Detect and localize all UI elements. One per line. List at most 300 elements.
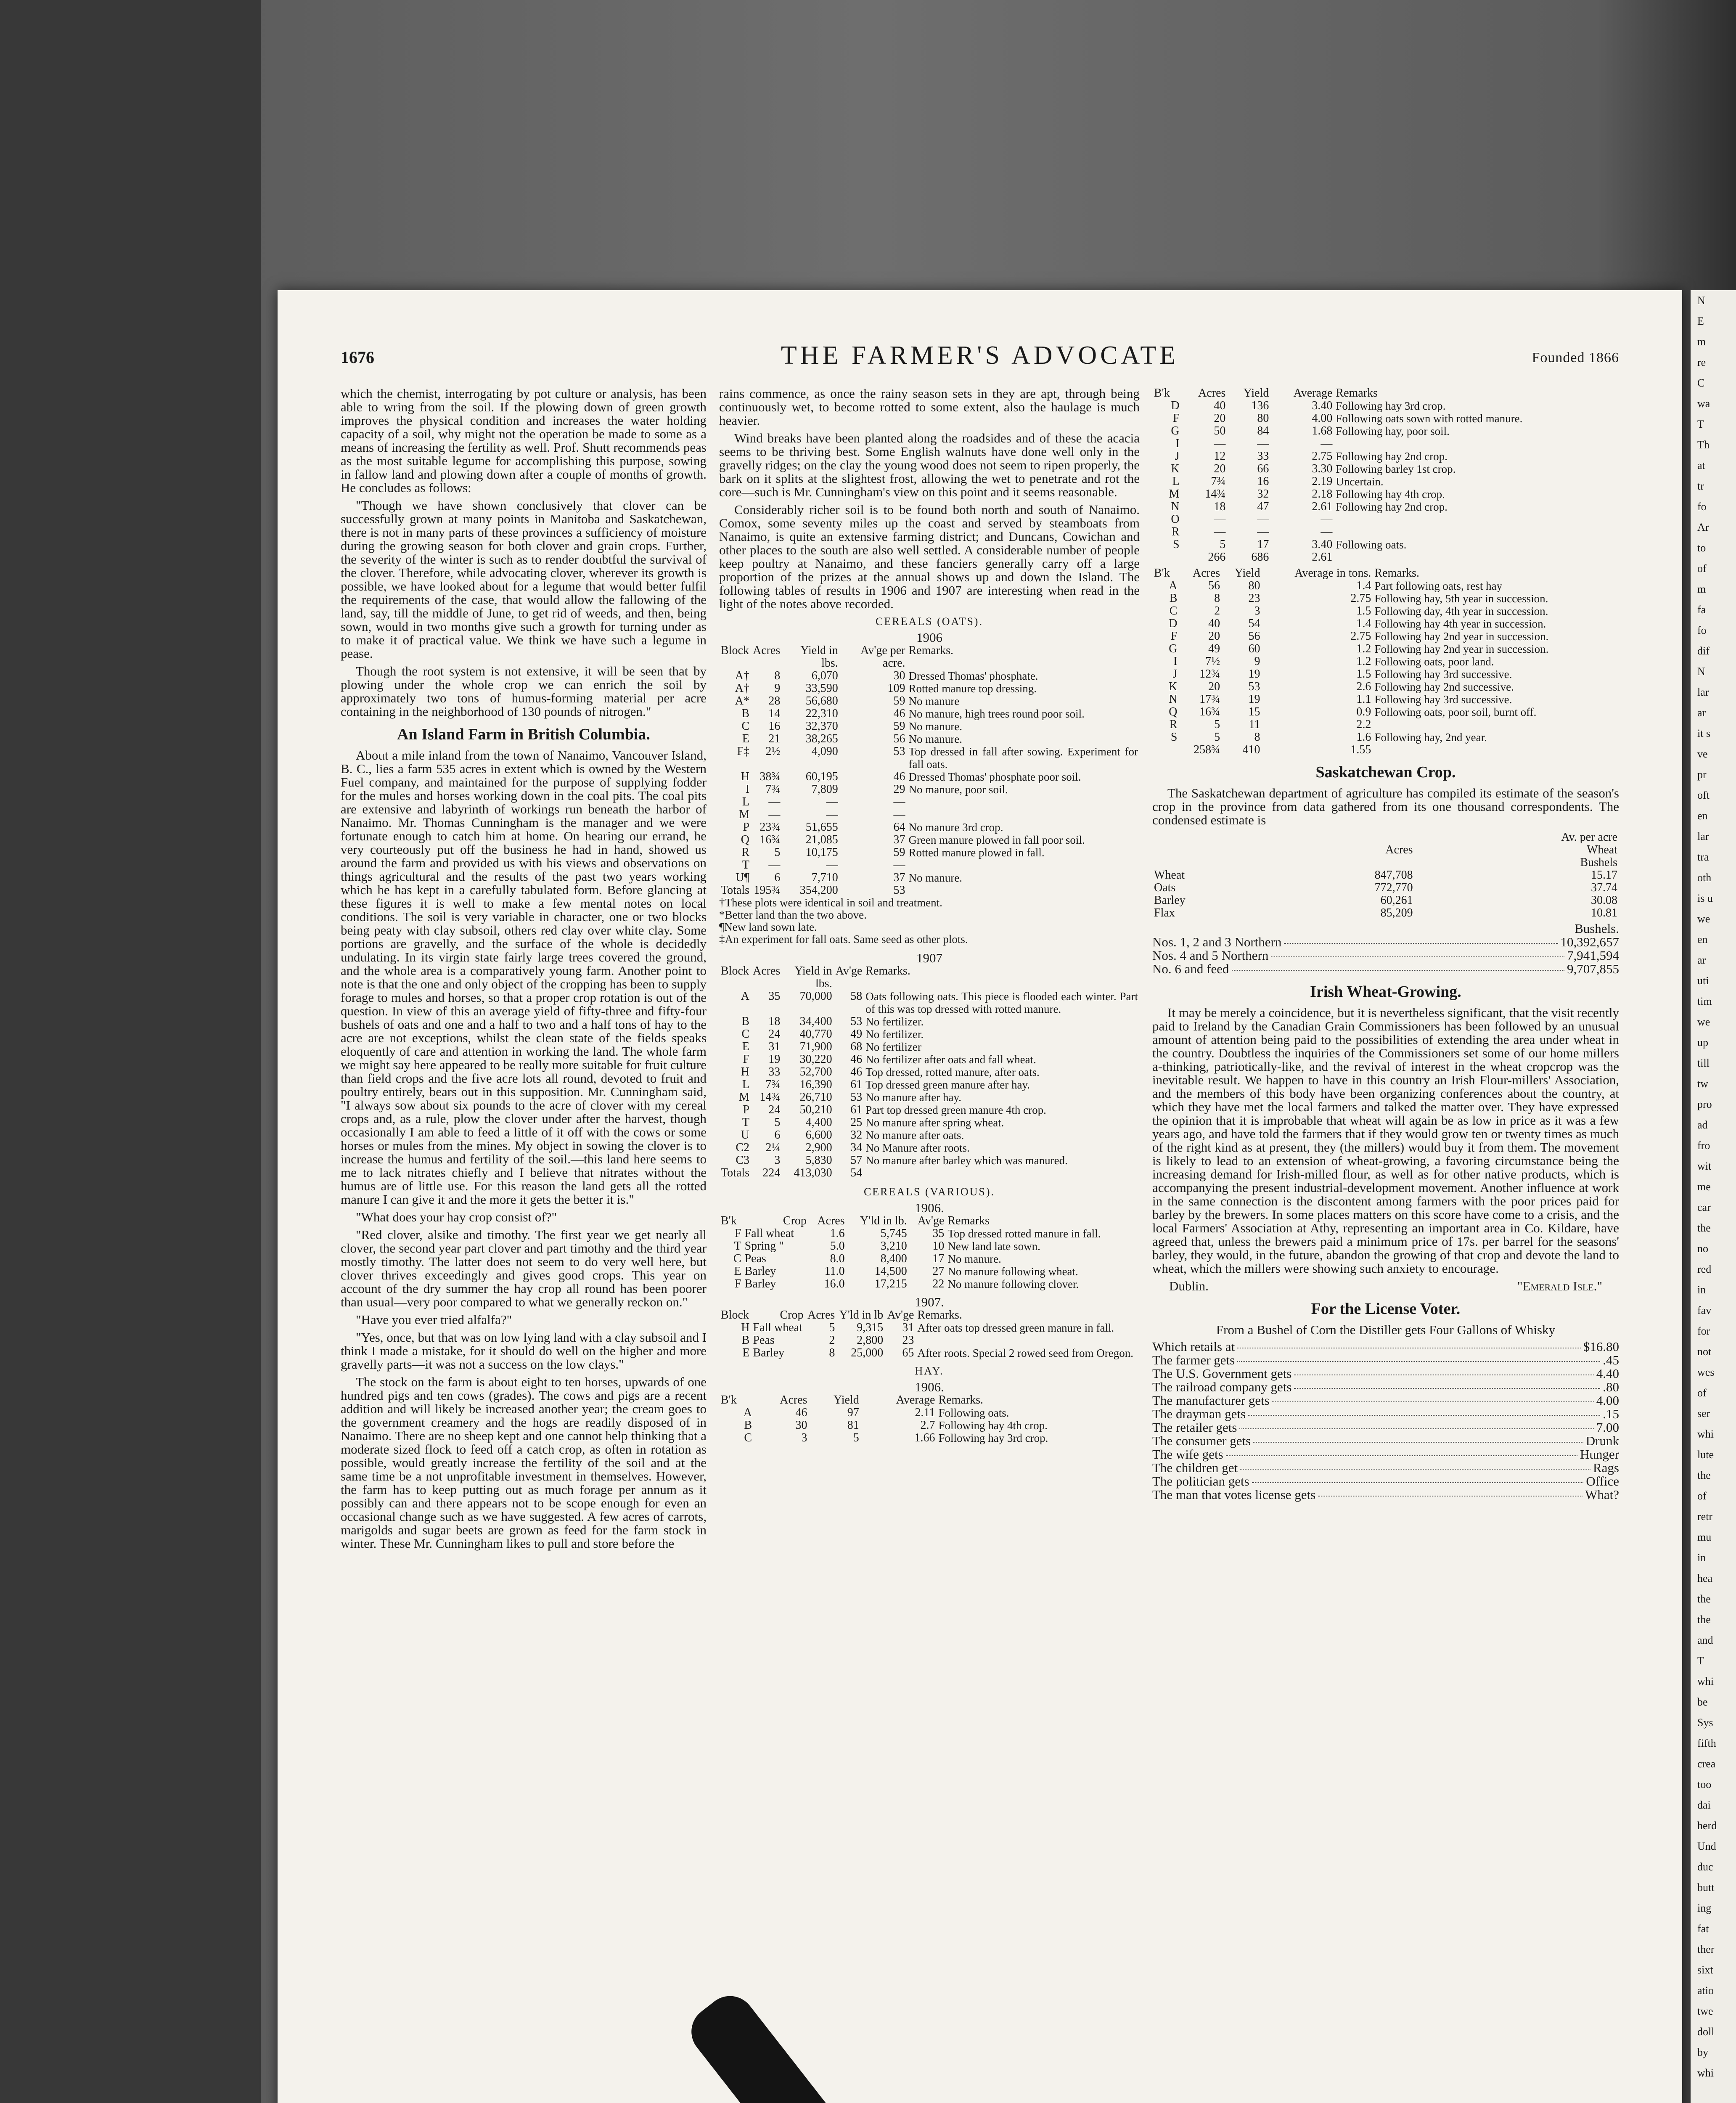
- table-row: [719, 1066, 1140, 1078]
- paragraph: rains commence, as once the rainy season sets in they are apt, through being continuously wet, to become rotted to some extent, also the haulage is much heavier.: [719, 386, 1140, 428]
- table-cell: Oats: [1154, 881, 1176, 894]
- table-row: [719, 1154, 1140, 1167]
- adjacent-page-fragment: whi: [1697, 2067, 1714, 2079]
- adjacent-page-fragment: it s: [1697, 727, 1711, 739]
- table-cell: [907, 884, 1140, 897]
- table-cell: —: [1257, 525, 1269, 538]
- table-cell: 1.2: [1356, 655, 1371, 668]
- table-row: [719, 771, 1140, 783]
- column-1: [341, 387, 707, 1555]
- list-item: [1152, 1421, 1619, 1434]
- table-cell: 266: [1208, 551, 1226, 564]
- table-cell: 84: [1257, 424, 1269, 437]
- table-row: [719, 1028, 1140, 1041]
- table-cell: 58: [850, 990, 863, 1003]
- table-cell: —: [768, 858, 781, 871]
- column-head: B'k: [721, 1214, 737, 1227]
- table-cell: 85,209: [1380, 906, 1413, 919]
- table-cell: —: [1214, 513, 1226, 526]
- table-cell: 1.66: [914, 1431, 935, 1444]
- table-cell: 2.6: [1356, 680, 1371, 693]
- table-cell: 5.0: [830, 1240, 845, 1253]
- table-cell: 80: [1248, 579, 1260, 592]
- table-year: 1907: [916, 951, 942, 965]
- table-cell: 1.68: [1312, 424, 1333, 437]
- table-cell: 40: [1208, 617, 1220, 630]
- table-row: [719, 1116, 1140, 1129]
- column-head: Acres: [1192, 567, 1220, 580]
- table-cell: 2.7: [920, 1419, 935, 1432]
- adjacent-page-fragment: we: [1697, 913, 1710, 925]
- table-cell: A†: [735, 682, 750, 695]
- adjacent-page-fragment: me: [1697, 1181, 1711, 1193]
- table-cell: S: [1172, 538, 1180, 551]
- table-cell: 7½: [1205, 655, 1220, 668]
- table-cell: M: [739, 808, 750, 821]
- adjacent-page-fragment: mu: [1697, 1531, 1712, 1543]
- table-cell: 27: [932, 1265, 945, 1278]
- table-row: [1152, 894, 1619, 907]
- table-cell: 12¾: [1199, 667, 1220, 681]
- table-cell: 56: [1248, 630, 1260, 643]
- table-cell: 3,210: [880, 1240, 907, 1253]
- table-cell: 10.81: [1591, 906, 1617, 919]
- dot-leader: [1226, 1455, 1577, 1456]
- table-cell: 5: [1214, 731, 1220, 744]
- adjacent-page-fragment: N: [1697, 294, 1705, 307]
- table-cell: Barley: [753, 1346, 785, 1359]
- hay-1907-table: [1152, 567, 1619, 756]
- table-cell: 4,400: [805, 1116, 832, 1129]
- table-cell: 7¾: [1211, 475, 1226, 488]
- table-cell: 54: [1248, 617, 1260, 630]
- table-cell: —: [1321, 525, 1333, 538]
- hay-1906-table: [719, 1394, 1140, 1444]
- table-cell: Following hay 2nd year in succession.: [1374, 630, 1549, 643]
- table-cell: 1.2: [1356, 642, 1371, 655]
- adjacent-page-fragment: Und: [1697, 1840, 1716, 1852]
- item-label: No. 6 and feed: [1152, 961, 1229, 976]
- table-row: [1152, 437, 1619, 450]
- table-cell: No manure.: [908, 871, 962, 884]
- column-head: Remarks.: [908, 644, 954, 657]
- column-head: Acres: [753, 964, 781, 977]
- table-row: [719, 720, 1140, 733]
- table-cell: Totals: [721, 1166, 750, 1179]
- column-head: Acres: [1198, 387, 1226, 400]
- adjacent-page-fragment: in: [1697, 1552, 1706, 1564]
- table-cell: Following hay 3rd successive.: [1374, 668, 1512, 681]
- table-row: [1152, 551, 1619, 564]
- table-cell: P: [743, 1103, 750, 1116]
- table-cell: E: [742, 1346, 750, 1359]
- table-cell: 10: [932, 1240, 945, 1253]
- adjacent-page-fragment: fo: [1697, 624, 1707, 636]
- footnote: ¶New land sown late.: [719, 921, 817, 933]
- table-cell: C: [741, 1028, 750, 1041]
- table-row: [719, 695, 1140, 707]
- table-row: [1152, 643, 1619, 655]
- table-cell: N: [1169, 693, 1178, 706]
- table-cell: Peas: [744, 1252, 766, 1265]
- table-cell: 53: [1248, 680, 1260, 693]
- footnote: †These plots were identical in soil and treatment.: [719, 896, 942, 909]
- table-cell: No fertilizer.: [865, 1028, 924, 1041]
- article-heading: Irish Wheat-Growing.: [1310, 983, 1461, 1001]
- table-cell: B: [741, 1015, 750, 1028]
- table-cell: No Manure after roots.: [865, 1142, 970, 1154]
- column-head: Acres: [807, 1308, 835, 1322]
- item-value: 9,707,855: [1567, 961, 1619, 976]
- table-cell: 15: [1248, 705, 1260, 718]
- table-cell: J: [1175, 450, 1180, 463]
- table-cell: N: [1171, 500, 1180, 513]
- table-cell: 24: [768, 1028, 781, 1041]
- column-head: Av'ge: [835, 964, 863, 977]
- saskatchewan-crop-table: [1152, 831, 1619, 919]
- item-value: Office: [1586, 1474, 1619, 1489]
- table-row: [1152, 592, 1619, 605]
- table-cell: Following day, 4th year in succession.: [1374, 605, 1548, 617]
- table-cell: 30,220: [799, 1053, 832, 1066]
- table-cell: 2.11: [915, 1406, 935, 1419]
- table-caption: CEREALS (VARIOUS).: [863, 1186, 995, 1198]
- table-row: [1152, 693, 1619, 706]
- adjacent-page-fragment: herd: [1697, 1820, 1717, 1832]
- table-cell: R: [741, 846, 750, 859]
- table-cell: 25: [850, 1116, 863, 1129]
- table-cell: 68: [850, 1040, 863, 1053]
- adjacent-page-fragment: C: [1697, 377, 1705, 389]
- table-row: [1152, 580, 1619, 592]
- column-head: Remarks: [947, 1214, 990, 1227]
- table-row: [719, 682, 1140, 695]
- table-cell: Following hay 4th crop.: [1336, 488, 1445, 501]
- dotted-list: [1152, 935, 1619, 976]
- column-2: [719, 387, 1140, 1444]
- column-head: Remarks.: [938, 1393, 983, 1406]
- column-head: Av'ge per acre.: [860, 644, 905, 670]
- column-head: Remarks.: [865, 964, 910, 977]
- table-cell: [1373, 718, 1619, 731]
- table-cell: 11.0: [824, 1265, 845, 1278]
- adjacent-page-fragment: we: [1697, 1016, 1710, 1028]
- table-cell: Totals: [721, 884, 750, 897]
- table-cell: 7,809: [811, 783, 838, 796]
- table-cell: 6: [774, 1128, 781, 1142]
- adjacent-page-fragment: tra: [1697, 851, 1709, 863]
- item-label: The children get: [1152, 1460, 1238, 1475]
- item-label: Nos. 1, 2 and 3 Northern: [1152, 935, 1282, 949]
- adjacent-page-fragment: ad: [1697, 1119, 1708, 1131]
- table-cell: 2.61: [1312, 500, 1333, 513]
- signature: "Emerald Isle.": [1517, 1279, 1602, 1293]
- table-row: [1152, 655, 1619, 668]
- table-row: [719, 1129, 1140, 1142]
- adjacent-page-fragment: uti: [1697, 975, 1709, 987]
- dot-leader: [1232, 970, 1565, 971]
- item-value: $16.80: [1583, 1339, 1619, 1354]
- table-cell: 14¾: [760, 1091, 781, 1104]
- table-cell: Following hay 2nd crop.: [1336, 501, 1448, 513]
- table-row: [1152, 706, 1619, 718]
- table-cell: 37.74: [1591, 881, 1617, 894]
- table-cell: K: [1169, 680, 1178, 693]
- table-row: [1152, 400, 1619, 412]
- table-cell: New land late sown.: [947, 1240, 1040, 1253]
- table-cell: No manure.: [947, 1253, 1001, 1265]
- table-cell: 46: [850, 1065, 863, 1078]
- item-label: The U.S. Government gets: [1152, 1366, 1292, 1381]
- table-row: [1152, 731, 1619, 744]
- table-row: [719, 859, 1140, 871]
- table-row: [719, 1278, 1140, 1290]
- table-cell: 56: [893, 732, 905, 745]
- table-cell: 34,400: [799, 1015, 832, 1028]
- table-cell: 1.1: [1356, 693, 1371, 706]
- table-cell: 2½: [765, 745, 781, 758]
- table-cell: 23: [902, 1334, 914, 1347]
- table-cell: 5,745: [880, 1227, 907, 1240]
- various-1906-table: [719, 1215, 1140, 1290]
- table-cell: Following hay 3rd successive.: [1374, 693, 1512, 706]
- table-cell: Fall wheat: [744, 1227, 794, 1240]
- table-cell: 38¾: [760, 770, 781, 783]
- table-cell: 14,500: [874, 1265, 907, 1278]
- table-cell: No manure 3rd crop.: [908, 821, 1003, 834]
- paragraph: About a mile inland from the town of Nanaimo, Vancouver Island, B. C., lies a farm 535 acres in extent which is owned by the Western Fuel company, and maintained for the purpose of supplying fodder for the mules and horses working down in the coal pits. The coal pits are extensive and labyrinth of workings run beneath the harbor of Nanaimo. Mr. Thomas Cunningham is the manager and we were fortunate enough to catch him at home. On hearing our errand, he very courteously put off the business he had in hand, showed us around the farm and provided us with his views and observations on things agricultural and the results of the past two years working which he has kept in a carefully tabulated form. Before glancing at these figures it is well to make a few mental notes on local conditions. The soil is very variable in character, one or two blocks being peaty with clay subsoil, others red clay over white clay. Some portions are gravelly, and the surface of the whole is decidedly undulating. In its virgin state fairly large trees covered the ground, and the whole area is a comparatively young farm. Another point to note is that the one and only object of the cropping has been to supply forage to mules and horses, so that a proper crop rotation is out of the question. In view of this an average yield of fifty-three and fifty-four bushels of oats and one and a half to two and a half tons of hay to the acre are not exceptions, whilst the clean state of the fields speaks eloquently of care and attention in working the land. The whole farm we might say here appeared to be really more suitable for fruit culture than field crops and the five acre lots all round, devoted to fruit and poultry entirely, bears out in this supposition. Mr. Cunningham said, "I always sow about six pounds to the acre of clover with my cereal crops and, as a rule, plow the clover under after the harvest, though occasionally I am able to feed a little of it off with the cows or some horses or mules from the mines. My object in sowing the clover is to increase the humus and fertility of the soil.—this land here seems to me to lack nitrates chiefly and I believe that nitrates without the humus are of little use. For this reason the land gets all the rotted manure I can give it and the more it gets the better it is.": [341, 748, 707, 1207]
- table-cell: 1.4: [1356, 617, 1371, 630]
- table-cell: 20: [1214, 462, 1226, 475]
- list-item: [1152, 1367, 1619, 1380]
- table-cell: No fertilizer after oats and fall wheat.: [865, 1053, 1036, 1066]
- column-head: Acres: [780, 1393, 807, 1406]
- adjacent-page-fragment: of: [1697, 562, 1707, 575]
- table-cell: C: [744, 1431, 752, 1444]
- table-cell: Fall wheat: [753, 1321, 802, 1334]
- table-cell: Flax: [1154, 906, 1175, 919]
- adjacent-page-fragment: fro: [1697, 1139, 1710, 1152]
- item-label: The consumer gets: [1152, 1433, 1251, 1448]
- table-cell: 24: [768, 1103, 781, 1116]
- table-cell: 61: [850, 1103, 863, 1116]
- table-cell: O: [1171, 513, 1180, 526]
- table-cell: 60,195: [805, 770, 838, 783]
- table-cell: 772,770: [1374, 881, 1413, 894]
- table-cell: 258¾: [1194, 743, 1220, 756]
- table-cell: 28: [768, 694, 781, 707]
- table-cell: Following oats sown with rotted manure.: [1336, 412, 1523, 425]
- adjacent-page-fragment: duc: [1697, 1861, 1713, 1873]
- table-cell: 31: [768, 1040, 781, 1053]
- item-label: The politician gets: [1152, 1474, 1249, 1489]
- table-row: [719, 1041, 1140, 1053]
- table-cell: Spring ": [744, 1240, 784, 1253]
- table-cell: Dressed Thomas' phosphate.: [908, 670, 1038, 682]
- footnote: *Better land than the two above.: [719, 908, 867, 921]
- table-cell: 40: [1214, 399, 1226, 412]
- table-cell: 3.40: [1312, 399, 1333, 412]
- table-row: [1152, 907, 1619, 919]
- table-cell: 7,710: [811, 871, 838, 884]
- item-value: .45: [1603, 1353, 1619, 1367]
- paragraph: "Have you ever tried alfalfa?": [356, 1312, 512, 1327]
- table-header-row: [1152, 856, 1619, 869]
- table-cell: 50,210: [799, 1103, 832, 1116]
- adjacent-page-fragment: to: [1697, 542, 1706, 554]
- masthead-title: THE FARMER'S ADVOCATE: [781, 341, 1179, 370]
- item-value: 4.00: [1596, 1393, 1619, 1408]
- table-cell: 1.5: [1356, 667, 1371, 681]
- table-row: [719, 1265, 1140, 1278]
- table-cell: [1373, 744, 1619, 756]
- table-cell: 21,085: [805, 833, 838, 846]
- table-cell: Following hay 3rd crop.: [1336, 400, 1446, 412]
- list-item: [1152, 1407, 1619, 1421]
- page-header: [341, 341, 1619, 379]
- adjacent-page-fragment: fo: [1697, 501, 1707, 513]
- column-head: Y'ld in lb: [839, 1308, 884, 1322]
- table-cell: Uncertain.: [1336, 475, 1384, 488]
- table-cell: 4,090: [811, 745, 838, 758]
- table-row: [1152, 475, 1619, 488]
- adjacent-page-fragment: ve: [1697, 748, 1708, 760]
- adjacent-page-fragment: whi: [1697, 1428, 1714, 1440]
- table-cell: C2: [736, 1141, 750, 1154]
- table-cell: 53: [850, 1091, 863, 1104]
- adjacent-page-fragment: butt: [1697, 1881, 1715, 1894]
- table-cell: [1152, 551, 1181, 564]
- column-head: Crop: [783, 1214, 807, 1227]
- table-row: [1152, 681, 1619, 693]
- table-cell: 57: [850, 1154, 863, 1167]
- column-head: B'k: [1154, 387, 1170, 400]
- table-cell: Rotted manure top dressing.: [908, 682, 1037, 695]
- table-cell: 23¾: [760, 821, 781, 834]
- table-cell: 30: [893, 669, 905, 682]
- table-cell: 16: [768, 720, 781, 733]
- table-row: [719, 733, 1140, 745]
- table-cell: Rotted manure plowed in fall.: [908, 846, 1045, 859]
- list-item: [1152, 1380, 1619, 1394]
- adjacent-page-fragment: Sys: [1697, 1716, 1713, 1729]
- adjacent-page-fragment: wes: [1697, 1366, 1715, 1378]
- paragraph: Wind breaks have been planted along the roadsides and of these the acacia seems to be thriving best. Some English walnuts have done well only in the gravelly ridges; on the clay the young wood does not seem to ripen properly, the bark on it splits at the slightest frost, allowing the wet to penetrate and rot the core—such is Mr. Cunningham's view on this point and it seems reasonable.: [719, 431, 1140, 499]
- adjacent-page-fragment: red: [1697, 1263, 1712, 1275]
- adjacent-page-fragment: Th: [1697, 439, 1710, 451]
- table-cell: 40,770: [799, 1028, 832, 1041]
- list-item: [1152, 935, 1619, 949]
- article-heading: For the License Voter.: [1311, 1300, 1461, 1318]
- table-cell: M: [739, 1091, 750, 1104]
- adjacent-page-fragment: in: [1697, 1284, 1706, 1296]
- table-cell: Following hay 3rd crop.: [938, 1432, 1048, 1444]
- table-row: [1152, 463, 1619, 475]
- table-cell: [1152, 744, 1179, 756]
- table-cell: 8: [829, 1346, 835, 1359]
- table-cell: 60: [1248, 642, 1260, 655]
- item-label: The drayman gets: [1152, 1406, 1246, 1421]
- page-number: 1676: [341, 348, 374, 367]
- column-head: Y'ld in lb.: [860, 1214, 907, 1227]
- table-cell: 46: [893, 707, 905, 720]
- table-cell: 3.30: [1312, 462, 1333, 475]
- table-cell: Following hay 2nd successive.: [1374, 681, 1514, 693]
- table-cell: —: [826, 795, 838, 808]
- table-cell: 34: [850, 1141, 863, 1154]
- table-cell: 10,175: [805, 846, 838, 859]
- table-cell: Following hay 4th year in succession.: [1374, 617, 1546, 630]
- table-cell: 8: [1254, 731, 1260, 744]
- table-cell: S: [1170, 731, 1178, 744]
- table-cell: —: [1257, 513, 1269, 526]
- table-cell: 2.75: [1350, 592, 1371, 605]
- adjacent-page-fragment: of: [1697, 1490, 1707, 1502]
- newspaper-page: [278, 290, 1682, 2103]
- column-head: Yield in lbs.: [800, 644, 838, 670]
- table-cell: —: [768, 808, 781, 821]
- table-cell: 20: [1208, 680, 1220, 693]
- table-row: [719, 1406, 1140, 1419]
- table-cell: 8: [774, 669, 781, 682]
- table-row: [719, 1253, 1140, 1265]
- table-cell: 5,830: [805, 1154, 832, 1167]
- table-cell: 53: [893, 884, 905, 897]
- table-cell: 19: [1248, 693, 1260, 706]
- table-row: [1152, 450, 1619, 463]
- table-cell: E: [742, 1040, 750, 1053]
- table-row: [719, 1104, 1140, 1116]
- article-heading: Saskatchewan Crop.: [1315, 763, 1456, 781]
- table-row: [719, 990, 1140, 1015]
- founded-line: Founded 1866: [1532, 350, 1619, 366]
- column-head: Wheat: [1586, 843, 1617, 856]
- table-cell: 17: [932, 1252, 945, 1265]
- table-cell: No manure after hay.: [865, 1091, 961, 1104]
- table-cell: 25,000: [851, 1346, 884, 1359]
- table-row: [719, 1432, 1140, 1444]
- oats-1907-table: [719, 965, 1140, 1179]
- dateline: Dublin.: [1169, 1279, 1209, 1293]
- table-cell: Peas: [753, 1334, 775, 1347]
- table-cell: Green manure plowed in fall poor soil.: [908, 834, 1085, 846]
- table-cell: 81: [847, 1419, 859, 1432]
- adjacent-page-fragment: ser: [1697, 1407, 1710, 1420]
- table-cell: 31: [902, 1321, 914, 1334]
- table-cell: Top dressed, rotted manure, after oats.: [865, 1066, 1040, 1078]
- various-1907-table: [719, 1309, 1140, 1359]
- adjacent-page-fragment: dai: [1697, 1799, 1711, 1811]
- paragraph: "Red clover, alsike and timothy. The first year we get nearly all clover, the second year part clover and part timothy and the third year mostly timothy. The latter does not seem to do very well here, but clover thrives exceedingly and gives good crops. This year on account of the dry summer the hay crop all round has been poorer than usual—very poor compared to what we generally reckon on.": [341, 1227, 707, 1309]
- column-head: Yield: [834, 1393, 859, 1406]
- table-cell: B: [741, 1334, 750, 1347]
- adjacent-page-fragment: ther: [1697, 1943, 1715, 1955]
- paragraph: The Saskatchewan department of agriculture has compiled its estimate of the season's crop in the province from data gathered from its one thousand correspondents. The condensed estimate is: [1152, 786, 1619, 827]
- table-cell: 2,800: [857, 1334, 884, 1347]
- table-cell: 51,655: [805, 821, 838, 834]
- table-cell: F: [1170, 630, 1178, 643]
- table-cell: 5: [774, 846, 781, 859]
- adjacent-page-fragment: tw: [1697, 1078, 1708, 1090]
- article-subheading: From a Bushel of Corn the Distiller gets Four Gallons of Whisky: [1216, 1322, 1556, 1337]
- table-cell: 26,710: [799, 1091, 832, 1104]
- table-cell: 9,315: [857, 1321, 884, 1334]
- table-cell: M: [1169, 487, 1180, 501]
- table-cell: 6,070: [811, 669, 838, 682]
- table-header-row: [1152, 844, 1619, 856]
- table-cell: K: [1171, 462, 1180, 475]
- list-item: [1152, 1434, 1619, 1448]
